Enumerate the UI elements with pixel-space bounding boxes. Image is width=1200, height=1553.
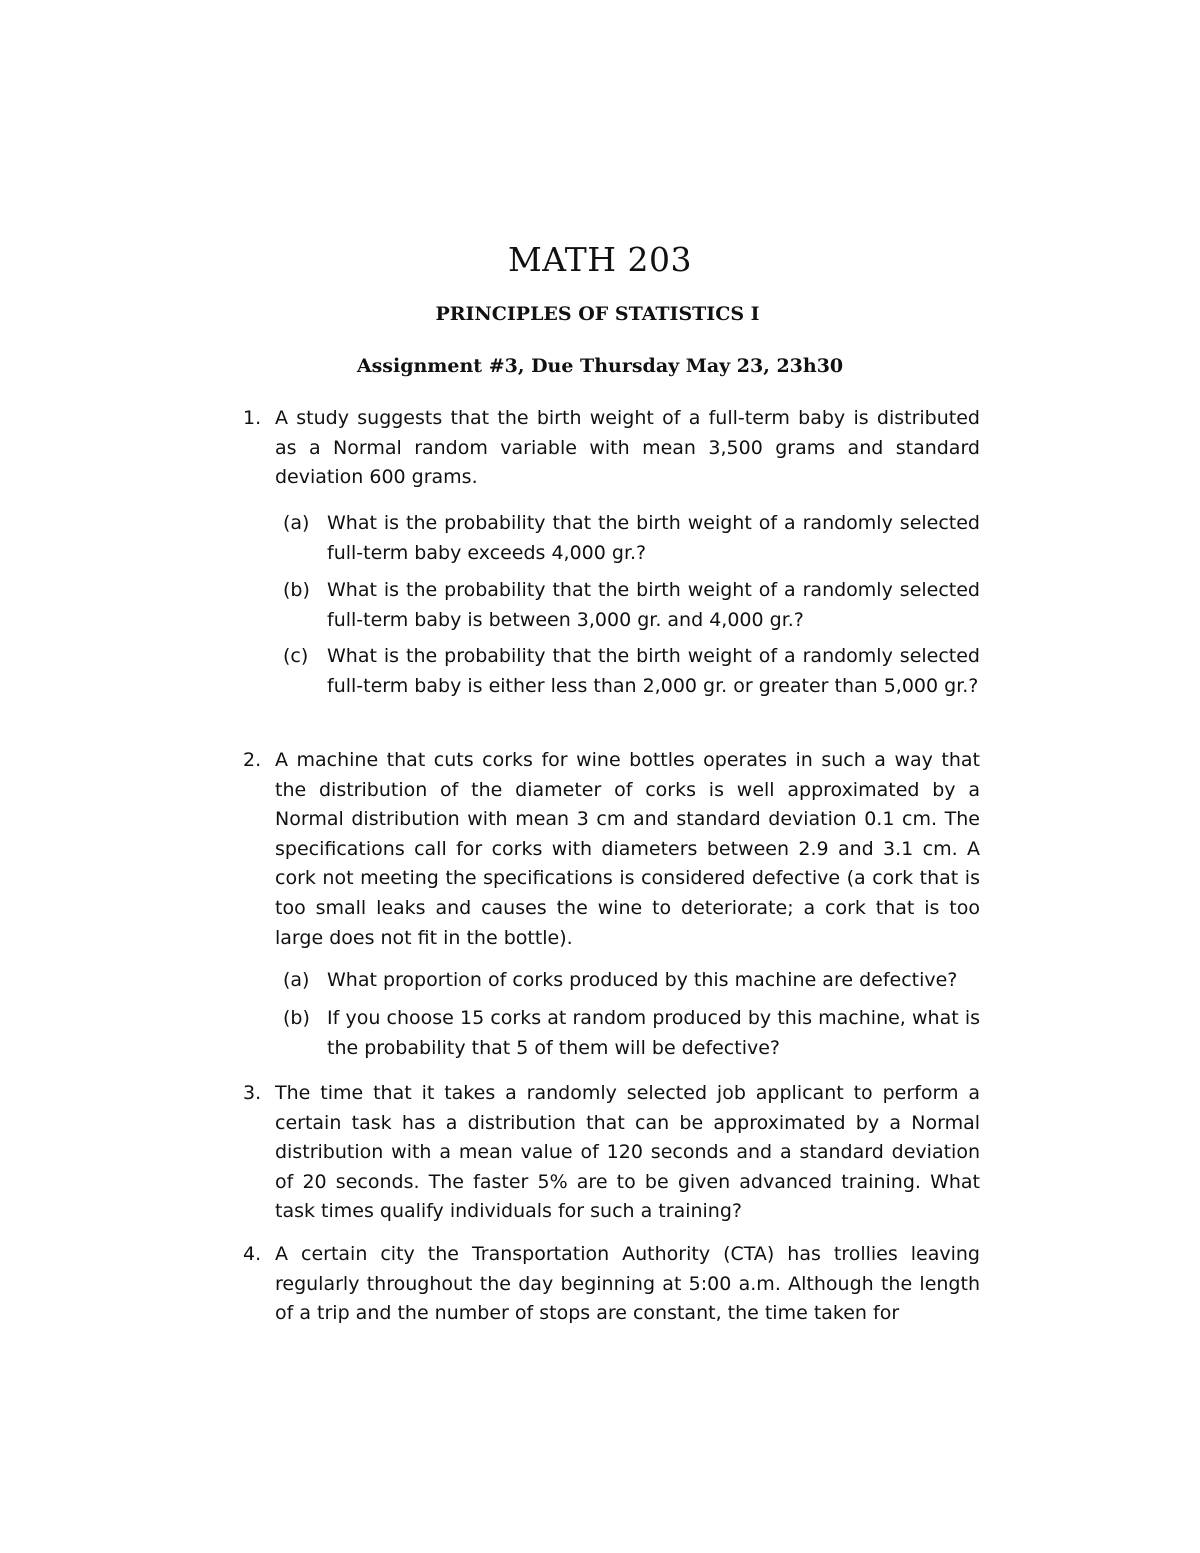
problem-number: 2. (243, 749, 262, 771)
course-code-title: MATH 203 (507, 240, 693, 279)
problem-number: 1. (243, 407, 262, 429)
part-text: What is the probability that the birth weight of a randomly selected full-term baby exceeds 4,000 gr.? (327, 512, 980, 564)
part-text: What is the probability that the birth weight of a randomly selected full-term baby is between 3,000 gr. and 4,000 gr.? (327, 579, 980, 631)
assignment-heading: Assignment #3, Due Thursday May 23, 23h30 (356, 355, 844, 377)
problem-number: 3. (243, 1082, 262, 1104)
part-text: If you choose 15 corks at random produced by this machine, what is the probability that 5 of them will be defective? (327, 1007, 980, 1059)
problem-4 (243, 1240, 980, 1329)
problem-2-part-a (283, 966, 980, 996)
part-text: What is the probability that the birth weight of a randomly selected full-term baby is either less than 2,000 gr. or greater than 5,000 gr.? (327, 645, 980, 697)
problem-number: 4. (243, 1243, 262, 1265)
problem-1-part-a (283, 509, 980, 568)
problem-text: A machine that cuts corks for wine bottles operates in such a way that the distribution of the diameter of corks is well approximated by a Normal distribution with mean 3 cm and standard deviation 0.1 cm. The specifications call for corks with diameters between 2.9 and 3.1 cm. A cork not meeting the specifications is considered defective (a cork that is too small leaks and causes the wine to deteriorate; a cork that is too large does not fit in the bottle). (275, 749, 980, 949)
problem-2 (243, 746, 980, 953)
part-label: (c) (283, 645, 309, 667)
part-label: (b) (283, 1007, 310, 1029)
part-label: (b) (283, 579, 310, 601)
problem-1-part-c (283, 642, 980, 701)
course-title: PRINCIPLES OF STATISTICS I (435, 303, 760, 325)
problem-text: A certain city the Transportation Authority (CTA) has trollies leaving regularly throughout the day beginning at 5:00 a.m. Although the length of a trip and the number of stops are constant, the time taken for (275, 1243, 980, 1325)
problem-text: A study suggests that the birth weight of a full-term baby is distributed as a Normal random variable with mean 3,500 grams and standard deviation 600 grams. (275, 407, 980, 489)
problem-1 (243, 404, 980, 493)
part-label: (a) (283, 512, 310, 534)
problem-text: The time that it takes a randomly selected job applicant to perform a certain task has a distribution that can be approximated by a Normal distribution with a mean value of 120 seconds and a standard deviation of 20 seconds. The faster 5% are to be given advanced training. What task times qualify individuals for such a training? (275, 1082, 980, 1223)
problem-2-part-b (283, 1004, 980, 1063)
part-text: What proportion of corks produced by this machine are defective? (327, 969, 958, 991)
problem-1-part-b (283, 576, 980, 635)
part-label: (a) (283, 969, 310, 991)
problem-3 (243, 1079, 980, 1227)
